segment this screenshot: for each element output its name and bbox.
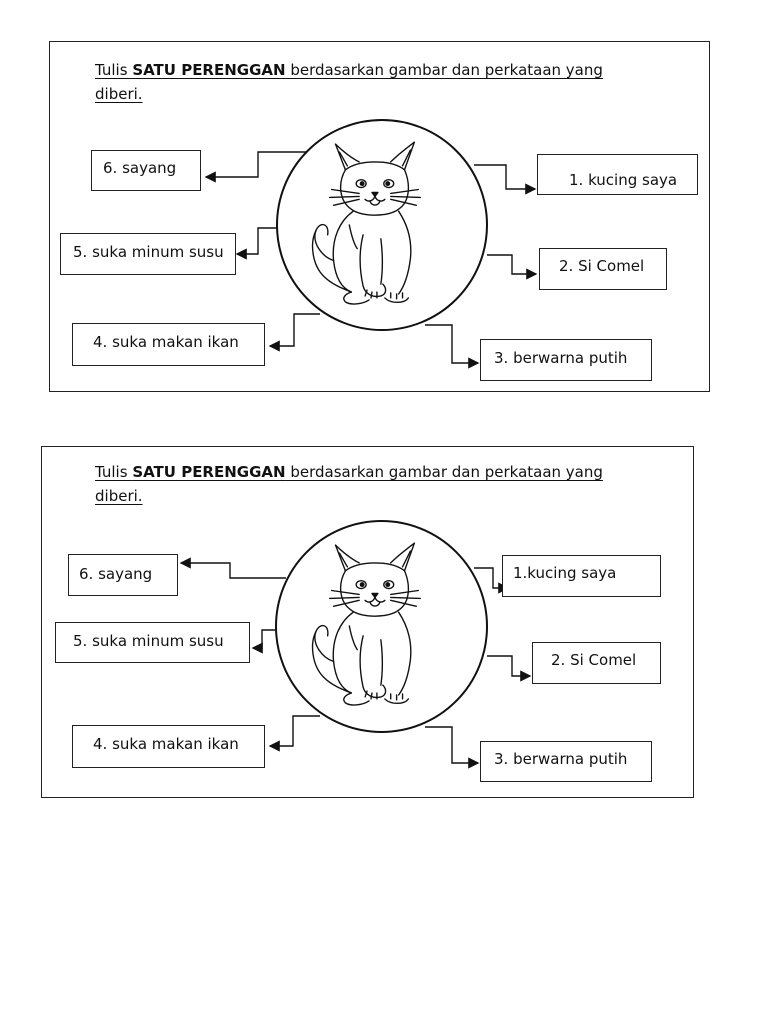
- cat-drawing: [302, 140, 440, 308]
- box-berwarna-putih: [480, 741, 652, 782]
- box-suka-minum-susu: [60, 233, 236, 275]
- label-berwarna-putih: 3. berwarna putih: [494, 750, 628, 768]
- label-suka-minum-susu: 5. suka minum susu: [73, 243, 224, 261]
- instruction-line2: diberi.: [95, 85, 143, 103]
- label-si-comel: 2. Si Comel: [551, 651, 637, 669]
- instruction-prefix: Tulis: [95, 61, 133, 79]
- box-kucing-saya: [502, 555, 661, 597]
- instruction-rest: berdasarkan gambar dan perkataan yang: [285, 61, 603, 79]
- instruction-1: [95, 58, 675, 106]
- box-suka-makan-ikan: [72, 323, 265, 366]
- instruction-rest: berdasarkan gambar dan perkataan yang: [285, 463, 603, 481]
- instruction-2: [95, 460, 675, 508]
- instruction-emphasis: SATU PERENGGAN: [132, 463, 286, 481]
- box-sayang: [91, 150, 201, 191]
- label-sayang: 6. sayang: [79, 565, 153, 583]
- box-kucing-saya: [537, 154, 698, 195]
- label-kucing-saya: 1.kucing saya: [513, 564, 617, 582]
- instruction-emphasis: SATU PERENGGAN: [132, 61, 286, 79]
- box-sayang: [68, 554, 178, 596]
- box-suka-makan-ikan: [72, 725, 265, 768]
- box-si-comel: [532, 642, 661, 684]
- label-sayang: 6. sayang: [103, 159, 177, 177]
- label-berwarna-putih: 3. berwarna putih: [494, 349, 628, 367]
- box-berwarna-putih: [480, 339, 652, 381]
- box-suka-minum-susu: [55, 622, 250, 663]
- label-suka-makan-ikan: 4. suka makan ikan: [93, 735, 239, 753]
- label-suka-minum-susu: 5. suka minum susu: [73, 632, 224, 650]
- label-kucing-saya: 1. kucing saya: [569, 171, 678, 189]
- box-si-comel: [539, 248, 667, 290]
- label-si-comel: 2. Si Comel: [559, 257, 645, 275]
- cat-drawing: [302, 541, 440, 709]
- instruction-prefix: Tulis: [95, 463, 133, 481]
- label-suka-makan-ikan: 4. suka makan ikan: [93, 333, 239, 351]
- instruction-line2: diberi.: [95, 487, 143, 505]
